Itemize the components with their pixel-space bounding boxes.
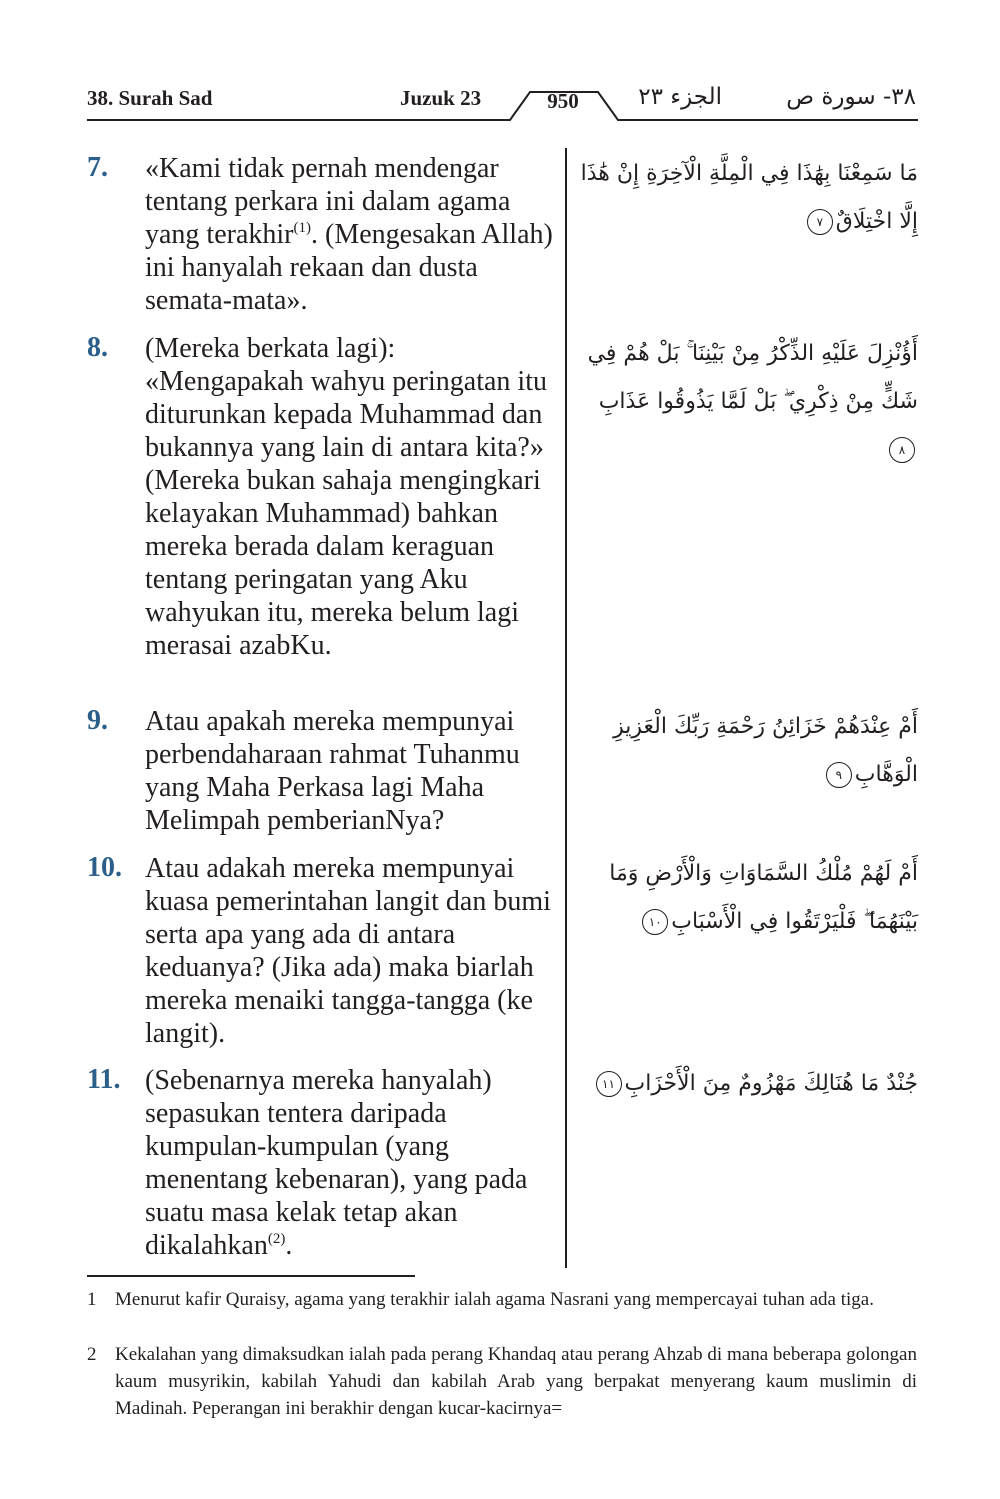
verse-7 <box>87 152 557 317</box>
footnote-rule <box>87 1275 415 1277</box>
header-rule <box>0 0 1000 130</box>
ayah-number-mark: ٩ <box>826 762 852 788</box>
verse-10-arabic: أَمْ لَهُمْ مُلْكُ السَّمَاوَاتِ وَالْأَرْضِ وَمَا بَيْنَهُمَا ۖ فَلْيَرْتَقُوا فِي الْأَسْبَابِ١٠ <box>609 861 918 934</box>
verse-number: 11. <box>87 1064 121 1095</box>
verse-8 <box>87 332 557 662</box>
ayah-number-mark: ٨ <box>889 437 915 463</box>
footnote-number: 1 <box>87 1289 97 1310</box>
footnote-2 <box>87 1341 917 1422</box>
column-divider <box>565 148 567 1268</box>
ayah-number-mark: ١٠ <box>642 909 668 935</box>
verse-translation: (Mereka berkata lagi): «Mengapakah wahyu peringatan itu diturunkan kepada Muhammad dan bukannya yang lain di antara kita?» (Mereka bukan sahaja mengingkari kelayakan Muhammad) bahkan mereka berada dalam keraguan tentang peringatan yang Aku wahyukan itu, mereka belum lagi merasai azabKu. <box>145 333 547 661</box>
surah-title: 38. Surah Sad <box>87 86 213 110</box>
verse-7-arabic: مَا سَمِعْنَا بِهَٰذَا فِي الْمِلَّةِ الْآخِرَةِ إِنْ هَٰذَا إِلَّا اخْتِلَاقٌ٧ <box>580 161 918 234</box>
verse-translation: (Sebenarnya mereka hanyalah) sepasukan tentera daripada kumpulan-kumpulan (yang menentang kebenaran), yang pada suatu masa kelak tetap akan dikalahkan$^{(2)}$. <box>145 1065 528 1261</box>
verse-11-arabic: جُنْدٌ مَا هُنَالِكَ مَهْزُومٌ مِنَ الْأَحْزَابِ١١ <box>580 1060 918 1108</box>
surah-title-arabic: ٣٨- سورة ص <box>786 84 916 110</box>
verse-11 <box>87 1064 557 1262</box>
verse-number: 7. <box>87 152 108 183</box>
footnote-1 <box>87 1286 917 1313</box>
verse-9-arabic: أَمْ عِنْدَهُمْ خَزَائِنُ رَحْمَةِ رَبِّكَ الْعَزِيزِ الْوَهَّابِ٩ <box>613 714 918 787</box>
footnote-text: Menurut kafir Quraisy, agama yang terakhir ialah agama Nasrani yang mempercayai tuhan ada tiga. <box>115 1289 874 1310</box>
footnote-text: Kekalahan yang dimaksudkan ialah pada perang Khandaq atau perang Ahzab di mana beberapa golongan kaum musyrikin, kabilah Yahudi dan kabilah Arab yang berpakat menyerang kaum muslimin di Madinah. Peperangan ini berakhir dengan kucar-kacirnya= <box>115 1344 917 1419</box>
juz-label-arabic: الجزء ٢٣ <box>638 84 722 110</box>
verse-translation: Atau adakah mereka mempunyai kuasa pemerintahan langit dan bumi serta apa yang ada di antara keduanya? (Jika ada) maka biarlah mereka menaiki tangga-tangga (ke langit). <box>145 853 551 1049</box>
verse-10 <box>87 852 557 1050</box>
footnote-number: 2 <box>87 1344 97 1365</box>
ayah-number-mark: ١١ <box>596 1071 622 1097</box>
verse-8-arabic: أَؤُنْزِلَ عَلَيْهِ الذِّكْرُ مِنْ بَيْنِنَا ۚ بَلْ هُمْ فِي شَكٍّ مِنْ ذِكْرِي ۖ بَلْ لَمَّا يَذُوقُوا عَذَابِ٨ <box>580 330 918 474</box>
verse-translation: Atau apakah mereka mempunyai perbendaharaan rahmat Tuhanmu yang Maha Perkasa lagi Maha Melimpah pemberianNya? <box>145 706 520 836</box>
verse-number: 9. <box>87 705 108 736</box>
juz-label: Juzuk 23 <box>400 86 482 110</box>
footnote-ref[interactable]: (2) <box>267 1231 286 1247</box>
ayah-number-mark: ٧ <box>807 209 833 235</box>
verse-number: 10. <box>87 852 122 883</box>
verse-9 <box>87 705 557 837</box>
verse-translation: «Kami tidak pernah mendengar tentang perkara ini dalam agama yang terakhir$^{(1)}$. (Mengesakan Allah) ini hanyalah rekaan dan dusta semata-mata». <box>145 153 553 316</box>
page-number: 950 <box>547 89 579 113</box>
verse-number: 8. <box>87 332 108 363</box>
footnote-ref[interactable]: (1) <box>293 220 311 236</box>
